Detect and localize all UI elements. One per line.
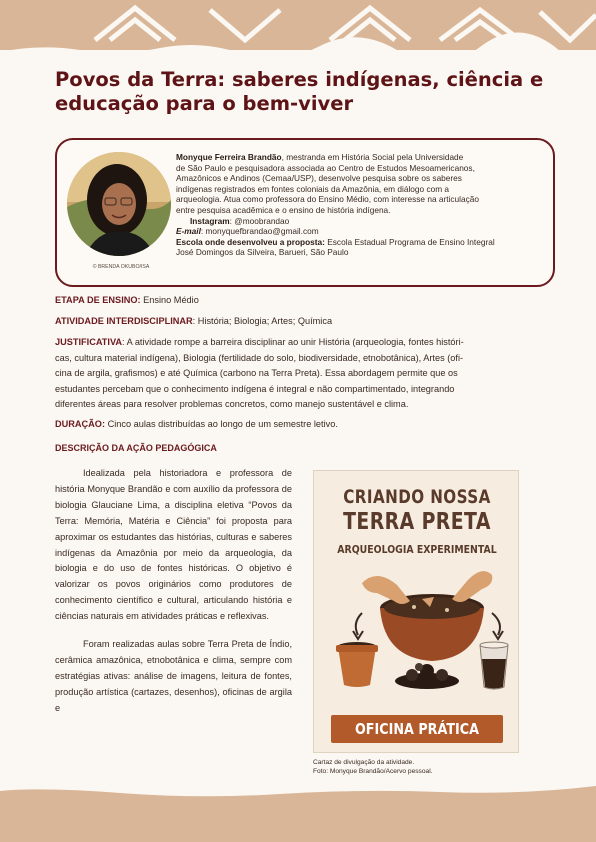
paragraph-2: Foram realizadas aulas sobre Terra Preta de Índio, cerâmica amazônica, etnobotânica e clima, sempre com estratégias ativas: análise de imagens, leitura de fontes, produção artística (cartazes, desenhos), oficinas de argila e: [55, 639, 292, 713]
duration-value: Cinco aulas distribuídas ao longo de um semestre letivo.: [105, 419, 338, 429]
instagram-value[interactable]: : @moobrandao: [229, 215, 290, 226]
poster-title-1: CRIANDO NOSSA: [343, 487, 491, 508]
activity-poster: [313, 470, 519, 753]
duration-label: DURAÇÃO:: [55, 419, 106, 429]
interdisc-label: ATIVIDADE INTERDISCIPLINAR: [55, 316, 193, 326]
bio-line: Amazônicos e Andinos (Cemaa/USP), desenvolve pesquisa sobre os saberes: [176, 173, 462, 184]
author-name: Monyque Ferreira Brandão: [176, 152, 282, 162]
bio-line: entre pesquisa acadêmica e o ensino de história indígena.: [176, 204, 391, 215]
email-label: E-mail: [176, 226, 201, 237]
bio-line-1: , mestranda em História Social pela Universidade: [281, 152, 464, 162]
section-body: [55, 466, 292, 729]
poster-illustration: [322, 563, 512, 711]
paragraph-1: Idealizada pela historiadora e professora de história Monyque Brandão e com auxílio da professora de biologia Glauciane Lima, a disciplina eletiva “Povos da Terra: Memória, Matéria e Ciência” foi proposta para aproximar os estudantes das histórias, culturas e saberes indígenas da Amazônia por meio da arqueologia, da biologia e do uso de fontes históricas. O objetivo é valorizar os povos originários como produtores de conhecimento científico e cultural, articulando história e ciências naturais em atividades práticas e reflexivas.: [55, 468, 292, 622]
just-line: cina de argila, grafismos) e até Química (carbono na Terra Preta). Essa abordagem permite que os: [55, 368, 458, 378]
just-line: cas, cultura material indígena), Biologia (fertilidade do solo, biodiversidade, etnobotânica), Artes (ofi-: [55, 352, 464, 363]
school-label: Escola onde desenvolveu a proposta:: [176, 236, 325, 247]
author-info-box: [55, 138, 555, 287]
just-line: diferentes áreas para resolver problemas concretos, como manejo sustentável e clima.: [55, 399, 409, 409]
just-line: estudantes percebam que o conhecimento indígena é integral e não compartimentado, integrando: [55, 383, 455, 394]
school-value: Escola Estadual Programa de Ensino Integral: [324, 236, 495, 247]
just-label: JUSTIFICATIVA: [55, 337, 123, 347]
bio-line: indígenas registrados em fontes coloniais da Amazônia, em diálogo com a: [176, 183, 450, 194]
stage-value: Ensino Médio: [140, 295, 199, 305]
author-bio: [176, 152, 548, 258]
photo-credit: © BRENDA OKUBO/ISA: [92, 264, 150, 270]
interdisc-value: : História; Biologia; Artes; Química: [192, 316, 333, 326]
poster-subtitle: ARQUEOLOGIA EXPERIMENTAL: [337, 543, 497, 556]
email-value[interactable]: : monyquefbrandao@gmail.com: [200, 226, 319, 237]
caption-line-1: Cartaz de divulgação da atividade.: [313, 759, 415, 766]
page-title: [55, 68, 545, 116]
poster-workshop-label: OFICINA PRÁTICA: [354, 720, 480, 738]
poster-title-2: TERRA PRETA: [343, 509, 491, 535]
bio-line: de São Paulo e pesquisadora associada ao Centro de Estudos Mesoamericanos,: [176, 162, 475, 173]
caption-line-2: Foto: Monyque Brandão/Acervo pessoal.: [313, 768, 433, 775]
stage-label: ETAPA DE ENSINO:: [55, 295, 141, 305]
author-photo: [67, 152, 171, 256]
title-line-1: Povos da Terra: saberes indígenas, ciência e: [55, 68, 544, 91]
poster-caption: [313, 758, 533, 776]
instagram-label: Instagram: [190, 215, 230, 226]
just-line: : A atividade rompe a barreira disciplinar ao unir História (arqueologia, fontes históri-: [122, 337, 464, 347]
bottom-decorative-band: [0, 772, 596, 842]
justification: [55, 335, 550, 413]
poster-workshop-banner: [331, 715, 503, 743]
duration: [55, 418, 550, 432]
title-line-2: educação para o bem-viver: [55, 92, 354, 115]
bio-line: arqueologia. Atua como professora do Ensino Médio, com interesse na articulação: [176, 194, 480, 205]
section-title: DESCRIÇÃO DA AÇÃO PEDAGÓGICA: [55, 443, 217, 453]
school-value-cont: José Domingos da Silveira, Barueri, São Paulo: [176, 247, 349, 258]
interdisciplinary-activity: [55, 315, 550, 329]
teaching-stage: [55, 294, 550, 308]
